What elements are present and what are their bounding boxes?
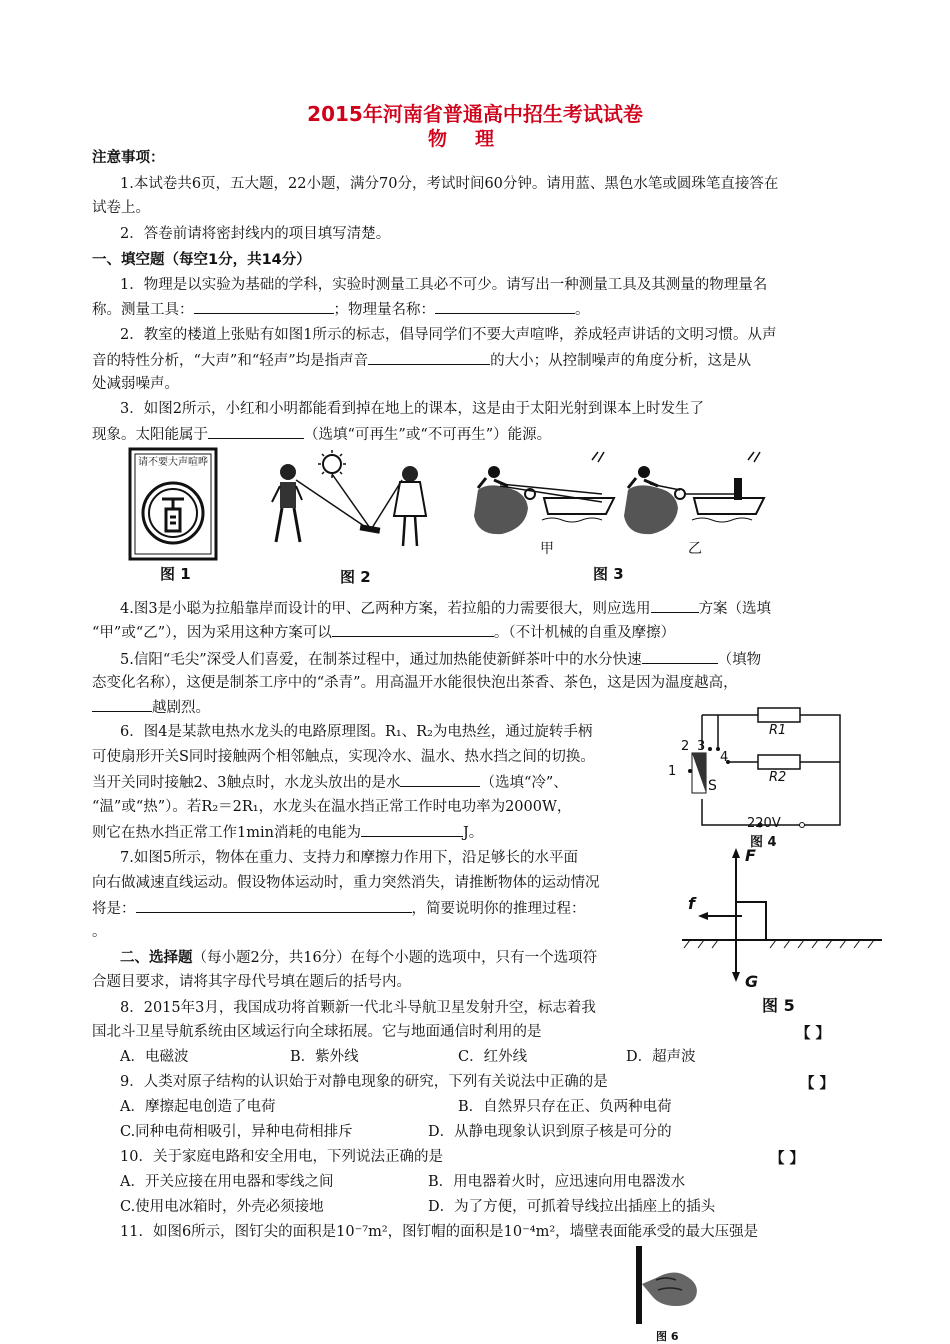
exam-title: 2015年河南省普通高中招生考试试卷 (307, 102, 643, 126)
q5-line-b: 态变化名称），这便是制茶工序中的“杀青”。用高温开水能很快泡出茶香、茶色，这是因为温度越高， (92, 675, 738, 691)
q6-blank-1[interactable] (400, 772, 480, 787)
figure-6-thumbtack (630, 1244, 710, 1326)
note-2: 2．答卷前请将密封线内的项目填写清楚。 (120, 226, 391, 242)
q5-text-2: （填物 (717, 652, 762, 668)
q4-text-3: “甲”或“乙”），因为采用这种方案可以 (92, 625, 332, 641)
section2-line-b: 合题目要求，请将其字母代号填在题后的括号内。 (92, 974, 411, 990)
fig6-caption: 图 6 (656, 1330, 679, 1343)
q10-option-c[interactable]: C.使用电冰箱时，外壳必须接地 (120, 1199, 324, 1215)
q6-line-b: 可使扇形开关S同时接触两个相邻触点，实现冷水、温水、热水挡之间的切换。 (92, 749, 595, 765)
q1-text-1: 称。测量工具： (92, 302, 194, 318)
section1-heading: 一、填空题（每空1分，共14分） (92, 252, 311, 268)
section2-rest: （每小题2分，共16分）在每个小题的选项中，只有一个选项符 (192, 950, 598, 966)
q8-line-a: 8．2015年3月，我国成功将首颗新一代北斗导航卫星发射升空，标志着我 (120, 1000, 596, 1016)
fig4-contact-4: 4 (720, 750, 729, 765)
q7-line-d: 。 (92, 924, 107, 940)
fig5-friction-f: f (688, 894, 695, 913)
exam-subject: 物理 (427, 128, 522, 150)
fig4-voltage: 220V (747, 816, 781, 831)
q6-text-3: 则它在热水挡正常工作1min消耗的电能为 (92, 825, 361, 841)
section2-heading: 二、选择题 (120, 950, 193, 966)
fig5-gravity-g: G (745, 972, 759, 991)
fig1-caption: 图 1 (160, 565, 191, 583)
q1-line-a: 1．物理是以实验为基础的学科，实验时测量工具必不可少。请写出一种测量工具及其测量的物理量名 (120, 277, 768, 293)
q1-blank-tool[interactable] (194, 299, 334, 314)
q2-line-a: 2．教室的楼道上张贴有如图1所示的标志，倡导同学们不要大声喧哗，养成轻声讲话的文明习惯。从声 (120, 327, 777, 343)
q9-option-b[interactable]: B．自然界只存在正、负两种电荷 (458, 1099, 672, 1115)
q7-line-b: 向右做减速直线运动。假设物体运动时，重力突然消失，请推断物体的运动情况 (92, 875, 600, 891)
q7-text-1: 将是： (92, 901, 136, 917)
q10-option-a[interactable]: A．开关应接在用电器和零线之间 (120, 1174, 334, 1190)
q3-blank-1[interactable] (208, 424, 304, 439)
fig3-label-jia: 甲 (540, 541, 554, 557)
q8-line-b: 国北斗卫星导航系统由区域运行向全球拓展。它与地面通信时利用的是 (92, 1024, 542, 1040)
q4-line-a (120, 598, 771, 619)
fig5-caption: 图 5 (762, 996, 795, 1015)
q10-option-b[interactable]: B．用电器着火时，应迅速向用电器泼水 (428, 1174, 686, 1190)
q8-option-d[interactable]: D．超声波 (626, 1049, 696, 1065)
fig4-r2: R2 (769, 770, 787, 785)
q9-line-a: 9．人类对原子结构的认识始于对静电现象的研究，下列有关说法中正确的是 (120, 1074, 608, 1090)
q1-text-2: ；物理量名称： (333, 302, 435, 318)
q7-text-2: ，简要说明你的推理过程： (411, 901, 586, 917)
q9-option-d[interactable]: D．从静电现象认识到原子核是可分的 (428, 1124, 672, 1140)
fig5-force-f: F (745, 846, 756, 865)
q11-line-a: 11．如图6所示，图钉尖的面积是10⁻⁷m²，图钉帽的面积是10⁻⁴m²，墙壁表面能承受的最大压强是 (120, 1224, 759, 1240)
figure-3-boat-schemes (472, 450, 772, 540)
q6-blank-2[interactable] (361, 822, 463, 837)
q6-line-d: “温”或“热”）。若R₂＝2R₁，水龙头在温水挡正常工作时电功率为2000W， (92, 799, 572, 815)
q3-text-2: （选填“可再生”或“不可再生”）能源。 (304, 427, 552, 443)
q6-text-4: J。 (462, 825, 484, 841)
q8-answer-bracket[interactable]: 【 】 (796, 1025, 831, 1042)
note-1a: 1.本试卷共6页，五大题，22小题，满分70分，考试时间60分钟。请用蓝、黑色水笔或圆珠笔直接答在 (120, 176, 779, 192)
fig3-caption: 图 3 (593, 565, 624, 583)
q4-blank-2[interactable] (332, 622, 494, 637)
q1-blank-quantity[interactable] (435, 299, 575, 314)
q10-answer-bracket[interactable]: 【 】 (770, 1150, 805, 1167)
fig4-contact-1: 1 (668, 764, 677, 779)
q10-line-a: 10．关于家庭电路和安全用电，下列说法正确的是 (120, 1149, 443, 1165)
q7-blank-1[interactable] (136, 898, 412, 913)
q2-blank-1[interactable] (368, 350, 490, 365)
fig4-r1: R1 (769, 723, 787, 738)
q9-option-a[interactable]: A．摩擦起电创造了电荷 (120, 1099, 276, 1115)
q3-line-b (92, 424, 551, 445)
q2-line-c: 处减弱噪声。 (92, 376, 179, 392)
q2-text-2: 的大小；从控制噪声的角度分析，这是从 (490, 353, 752, 369)
figure-2-reflection (262, 448, 442, 566)
q4-text-4: 。（不计机械的自重及摩擦） (493, 625, 676, 641)
q8-option-c[interactable]: C．红外线 (458, 1049, 528, 1065)
figure-5-forces (680, 846, 884, 996)
q1-text-3: 。 (575, 302, 590, 318)
section2-line-a (120, 948, 597, 968)
fig4-contact-3: 3 (697, 739, 706, 754)
q4-text-1: 4.图3是小聪为拉船靠岸而设计的甲、乙两种方案，若拉船的力需要很大，则应选用 (120, 601, 651, 617)
q4-text-2: 方案（选填 (698, 601, 772, 617)
q4-line-b (92, 622, 675, 643)
q3-line-a: 3．如图2所示，小红和小明都能看到掉在地上的课本，这是由于太阳光射到课本上时发生了 (120, 401, 704, 417)
q6-line-e (92, 822, 483, 843)
q5-line-c (92, 697, 210, 718)
q2-text-1: 音的特性分析，“大声”和“轻声”均是指声音 (92, 353, 369, 369)
q7-line-a: 7.如图5所示，物体在重力、支持力和摩擦力作用下，沿足够长的水平面 (120, 850, 579, 866)
q6-text-2: （选填“冷”、 (480, 775, 568, 791)
q8-option-a[interactable]: A．电磁波 (120, 1049, 189, 1065)
q8-option-b[interactable]: B．紫外线 (290, 1049, 359, 1065)
fig2-caption: 图 2 (340, 568, 371, 586)
q6-text-1: 当开关同时接触2、3触点时，水龙头放出的是水 (92, 775, 401, 791)
q5-line-a (120, 649, 761, 670)
q5-text-1: 5.信阳“毛尖”深受人们喜爱，在制茶过程中，通过加热能使新鲜茶叶中的水分快速 (120, 652, 642, 668)
q6-line-a: 6．图4是某款电热水龙头的电路原理图。R₁、R₂为电热丝，通过旋转手柄 (120, 724, 593, 740)
q10-option-d[interactable]: D．为了方便，可抓着导线拉出插座上的插头 (428, 1199, 716, 1215)
q1-line-b (92, 299, 590, 320)
fig4-contact-2: 2 (681, 739, 690, 754)
q7-line-c (92, 898, 586, 919)
fig4-switch-s: S (708, 778, 717, 794)
q5-text-3: 越剧烈。 (152, 700, 210, 716)
note-1b: 试卷上。 (92, 200, 150, 216)
q2-line-b (92, 350, 751, 371)
q9-answer-bracket[interactable]: 【 】 (800, 1075, 835, 1092)
fig1-sign-text: 请不要大声喧哗 (138, 457, 208, 468)
q5-blank-1[interactable] (642, 649, 718, 664)
q3-text-1: 现象。太阳能属于 (92, 427, 208, 443)
notes-heading: 注意事项： (92, 150, 165, 166)
fig3-label-yi: 乙 (688, 541, 702, 557)
q5-blank-2[interactable] (92, 697, 152, 712)
fig4-caption: 图 4 (750, 835, 777, 850)
q4-blank-1[interactable] (651, 598, 699, 613)
q9-option-c[interactable]: C.同种电荷相吸引，异种电荷相排斥 (120, 1124, 353, 1140)
q6-line-c (92, 772, 568, 793)
